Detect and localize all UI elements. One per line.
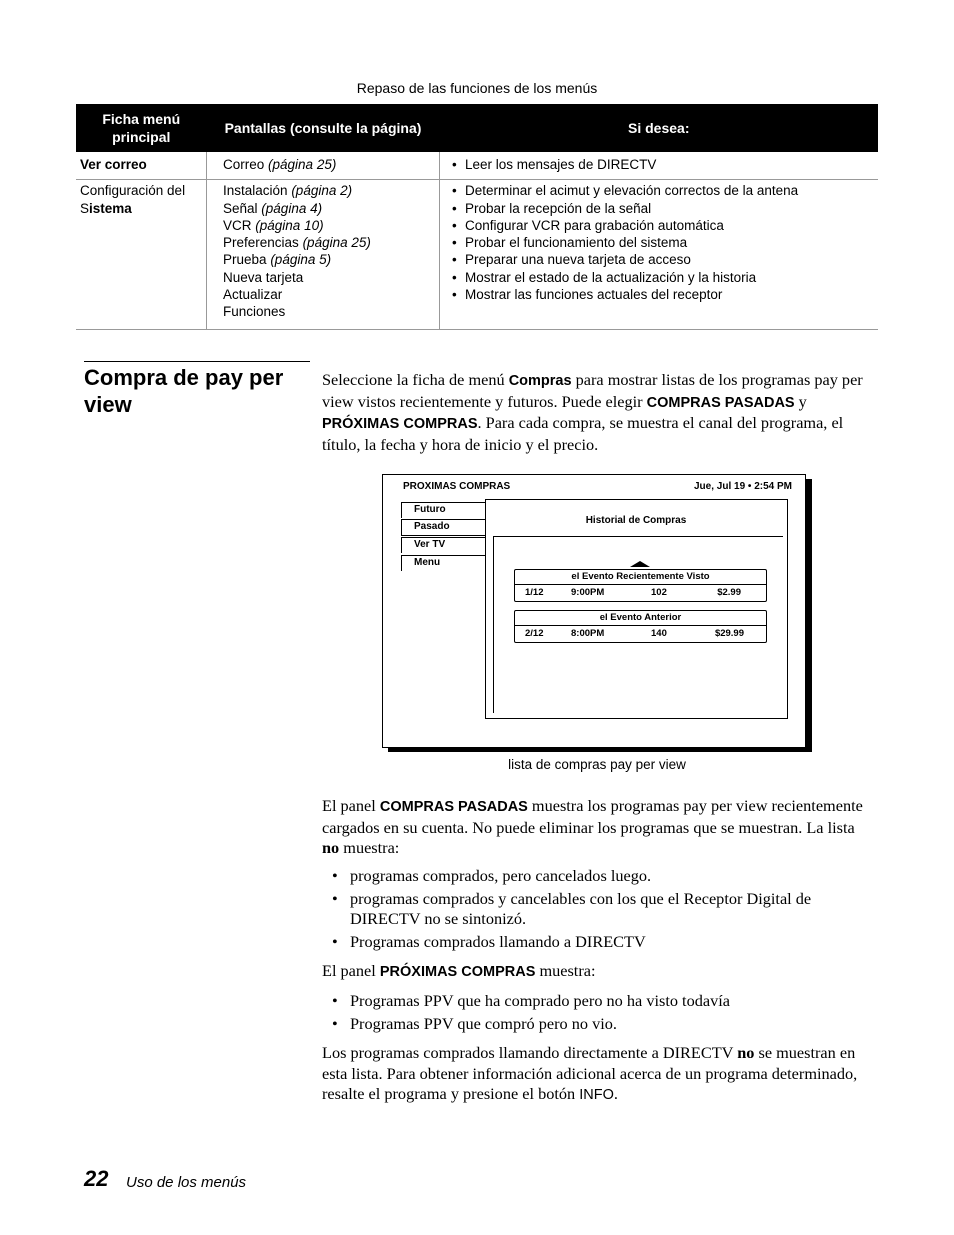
list-item[interactable] bbox=[514, 569, 767, 602]
figure-caption: lista de compras pay per view bbox=[508, 757, 686, 772]
event-price: $29.99 bbox=[714, 628, 744, 639]
closing-paragraph: Los programas comprados llamando directamente a DIRECTV no se muestran en esta lista. Para obtener información adicional acerca de un programa determinado, resalte el programa y presione el botón INFO. bbox=[322, 1043, 858, 1103]
tab-futuro[interactable]: Futuro bbox=[401, 502, 485, 518]
list-item: • Programas PPV que compró pero no vio. bbox=[322, 1014, 872, 1035]
panel-title: Historial de Compras bbox=[585, 515, 687, 526]
past-panel-list bbox=[322, 866, 872, 954]
section-rule bbox=[84, 361, 310, 362]
table-header-row bbox=[76, 104, 878, 152]
event-date: 2/12 bbox=[525, 628, 544, 639]
tab-ver-tv[interactable]: Ver TV bbox=[401, 537, 485, 553]
cell-actions: • Leer los mensajes de DIRECTV bbox=[440, 152, 879, 180]
past-panel-paragraph: El panel COMPRAS PASADAS muestra los programas pay per view recientemente cargados en su cuenta. No puede eliminar los programas que se muestran. La lista no muestra: bbox=[322, 796, 863, 857]
cell-actions: • Determinar el acimut y elevación correctos de la antena • Probar la recepción de la señal • Configurar VCR para grabación automática • Probar el funcionamiento del sistema • Preparar una nueva tarjeta de acceso • Mostrar el estado de la actualización y la historia • Mostrar las funciones actuales del receptor bbox=[440, 180, 879, 329]
tab-pasado[interactable]: Pasado bbox=[401, 519, 485, 536]
event-time: 8:00PM bbox=[571, 628, 605, 639]
list-item: • programas comprados, pero cancelados luego. bbox=[322, 866, 872, 887]
event-date: 1/12 bbox=[525, 587, 544, 598]
tab-menu[interactable]: Menu bbox=[401, 555, 485, 571]
page-number: 22 bbox=[84, 1166, 109, 1191]
list-item[interactable] bbox=[514, 610, 767, 643]
list-item: • Programas comprados llamando a DIRECTV bbox=[322, 932, 872, 953]
header-wish: Si desea: bbox=[440, 104, 879, 152]
event-title: el Evento Recientemente Visto bbox=[515, 570, 766, 585]
section-title: Compra de pay per view bbox=[84, 365, 284, 417]
cell-screens: Correo (página 25) bbox=[207, 152, 440, 180]
screen-title: PROXIMAS COMPRAS bbox=[403, 481, 511, 492]
event-title: el Evento Anterior bbox=[515, 611, 766, 626]
list-item: • programas comprados y cancelables con los que el Receptor Digital de DIRECTV no se sintonizó. bbox=[322, 889, 872, 930]
next-panel-paragraph: El panel PRÓXIMAS COMPRAS muestra: bbox=[322, 961, 596, 980]
event-time: 9:00PM bbox=[571, 587, 605, 598]
header-main-tab: Ficha menú principal bbox=[76, 104, 207, 152]
cell-tab-configuracion: Configuración del Sistema bbox=[76, 180, 207, 329]
header-screens: Pantallas (consulte la página) bbox=[207, 104, 440, 152]
intro-paragraph: Seleccione la ficha de menú Compras para mostrar listas de los programas pay per view vistos recientemente y futuros. Puede elegir COMPRAS PASADAS y PRÓXIMAS COMPRAS. Para cada compra, se muestra el canal del programa, el título, la fecha y hora de inicio y el precio. bbox=[322, 370, 863, 454]
table-row bbox=[76, 180, 878, 329]
table-row bbox=[76, 152, 878, 180]
screen-datetime: Jue, Jul 19 • 2:54 PM bbox=[694, 481, 792, 492]
event-channel: 140 bbox=[651, 628, 667, 639]
next-panel-list bbox=[322, 991, 872, 1036]
event-channel: 102 bbox=[651, 587, 667, 598]
event-price: $2.99 bbox=[717, 587, 741, 598]
menu-functions-table bbox=[76, 104, 878, 330]
table-caption: Repaso de las funciones de los menús bbox=[356, 80, 598, 96]
footer-section: Uso de los menús bbox=[126, 1174, 247, 1191]
scroll-up-icon[interactable] bbox=[628, 560, 652, 568]
cell-tab-ver-correo: Ver correo bbox=[76, 152, 207, 180]
cell-screens: Instalación (página 2) Señal (página 4) VCR (página 10) Preferencias (página 25) Prueba (página 5) Nueva tarjeta Actualizar Funciones bbox=[207, 180, 440, 329]
list-item: • Programas PPV que ha comprado pero no ha visto todavía bbox=[322, 991, 872, 1012]
